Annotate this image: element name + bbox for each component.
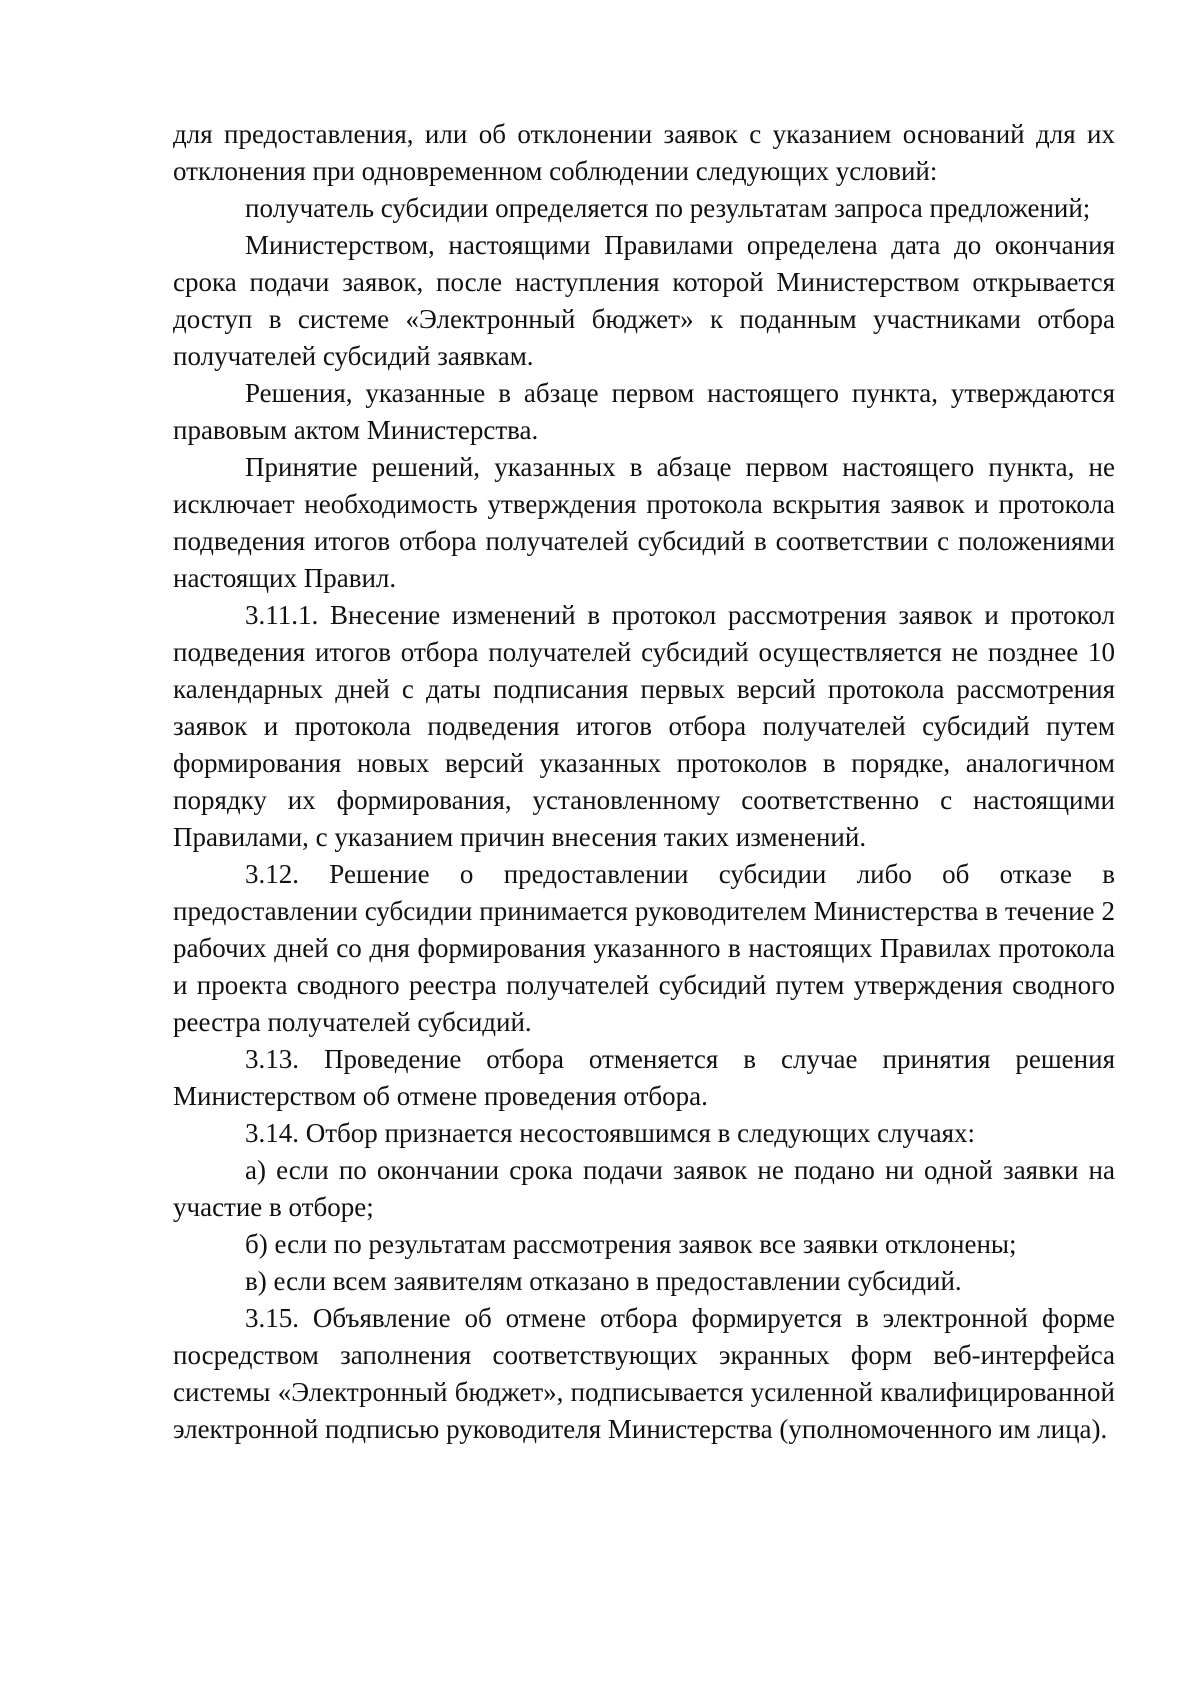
paragraph-condition-2: Министерством, настоящими Правилами определена дата до окончания срока подачи заявок, после наступления которой Министерством открывается доступ в системе «Электронный бюджет» к поданным участниками отбора получателей субсидий заявкам.	[173, 230, 1115, 371]
paragraph-3-14-b: б) если по результатам рассмотрения заявок все заявки отклонены;	[245, 1229, 1017, 1259]
paragraph-3-15: 3.15. Объявление об отмене отбора формируется в электронной форме посредством заполнения соответствующих экранных форм веб-интерфейса системы «Электронный бюджет», подписывается усиленной квалифицированной электронной подписью руководителя Министерства (уполномоченного им лица).	[173, 1303, 1115, 1444]
paragraph-decisions-approval: Решения, указанные в абзаце первом настоящего пункта, утверждаются правовым актом Министерства.	[173, 378, 1115, 445]
paragraph-decisions-protocol: Принятие решений, указанных в абзаце первом настоящего пункта, не исключает необходимость утверждения протокола вскрытия заявок и протокола подведения итогов отбора получателей субсидий в соответствии с положениями настоящих Правил.	[173, 452, 1115, 593]
paragraph-3-11-1: 3.11.1. Внесение изменений в протокол рассмотрения заявок и протокол подведения итогов отбора получателей субсидий осуществляется не позднее 10 календарных дней с даты подписания первых версий протокола рассмотрения заявок и протокола подведения итогов отбора получателей субсидий путем формирования новых версий указанных протоколов в порядке, аналогичном порядку их формирования, установленному соответственно с настоящими Правилами, с указанием причин внесения таких изменений.	[173, 600, 1115, 852]
paragraph-3-13: 3.13. Проведение отбора отменяется в случае принятия решения Министерством об отмене проведения отбора.	[173, 1044, 1115, 1111]
document-body	[173, 116, 1115, 1448]
paragraph-condition-1: получатель субсидии определяется по результатам запроса предложений;	[245, 193, 1091, 223]
paragraph-3-14-a: а) если по окончании срока подачи заявок не подано ни одной заявки на участие в отборе;	[173, 1155, 1115, 1222]
paragraph-3-12: 3.12. Решение о предоставлении субсидии либо об отказе в предоставлении субсидии принимается руководителем Министерства в течение 2 рабочих дней со дня формирования указанного в настоящих Правилах протокола и проекта сводного реестра получателей субсидий путем утверждения сводного реестра получателей субсидий.	[173, 859, 1115, 1037]
paragraph-3-14: 3.14. Отбор признается несостоявшимся в следующих случаях:	[245, 1118, 976, 1148]
paragraph-continuation: для предоставления, или об отклонении заявок с указанием оснований для их отклонения при одновременном соблюдении следующих условий:	[173, 119, 1115, 186]
paragraph-3-14-v: в) если всем заявителям отказано в предоставлении субсидий.	[245, 1266, 962, 1296]
